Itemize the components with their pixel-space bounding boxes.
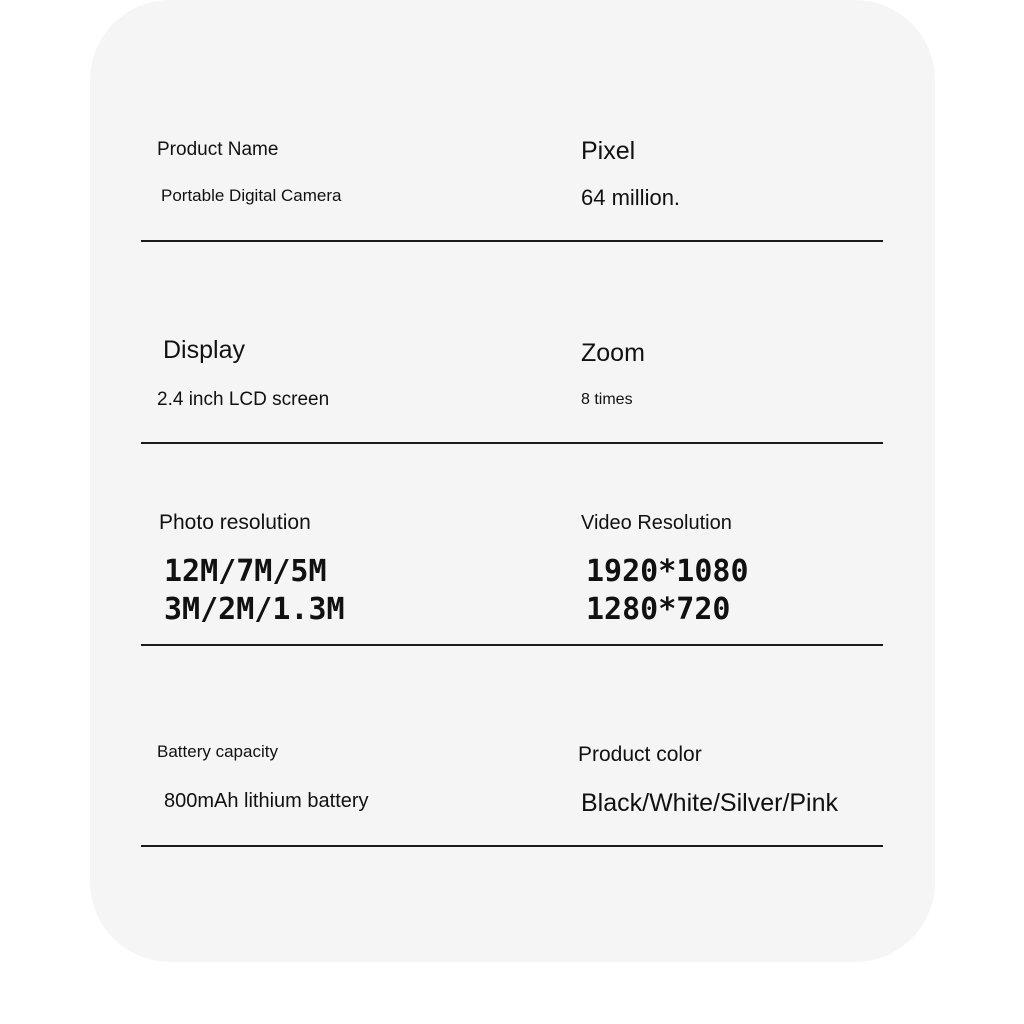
row-divider-1 [141,240,883,242]
row-divider-3 [141,644,883,646]
video-resolution-label: Video Resolution [581,512,732,534]
photo-resolution-line-1: 12M/7M/5M [164,554,327,589]
pixel-value: 64 million. [581,185,681,210]
battery-capacity-label: Battery capacity [157,742,278,761]
product-color-label: Product color [578,743,702,766]
video-resolution-line-1: 1920*1080 [586,554,749,589]
photo-resolution-line-2: 3M/2M/1.3M [164,592,345,627]
zoom-label: Zoom [581,339,645,367]
zoom-value: 8 times [581,391,633,408]
row-divider-4 [141,845,883,847]
photo-resolution-label: Photo resolution [159,511,311,534]
video-resolution-line-2: 1280*720 [586,592,731,627]
product-color-value: Black/White/Silver/Pink [581,789,839,817]
product-name-label: Product Name [157,139,279,160]
pixel-label: Pixel [581,137,636,165]
row-divider-2 [141,442,883,444]
display-label: Display [163,336,245,364]
product-name-value: Portable Digital Camera [161,186,342,205]
battery-capacity-value: 800mAh lithium battery [164,790,369,812]
display-value: 2.4 inch LCD screen [157,389,330,410]
